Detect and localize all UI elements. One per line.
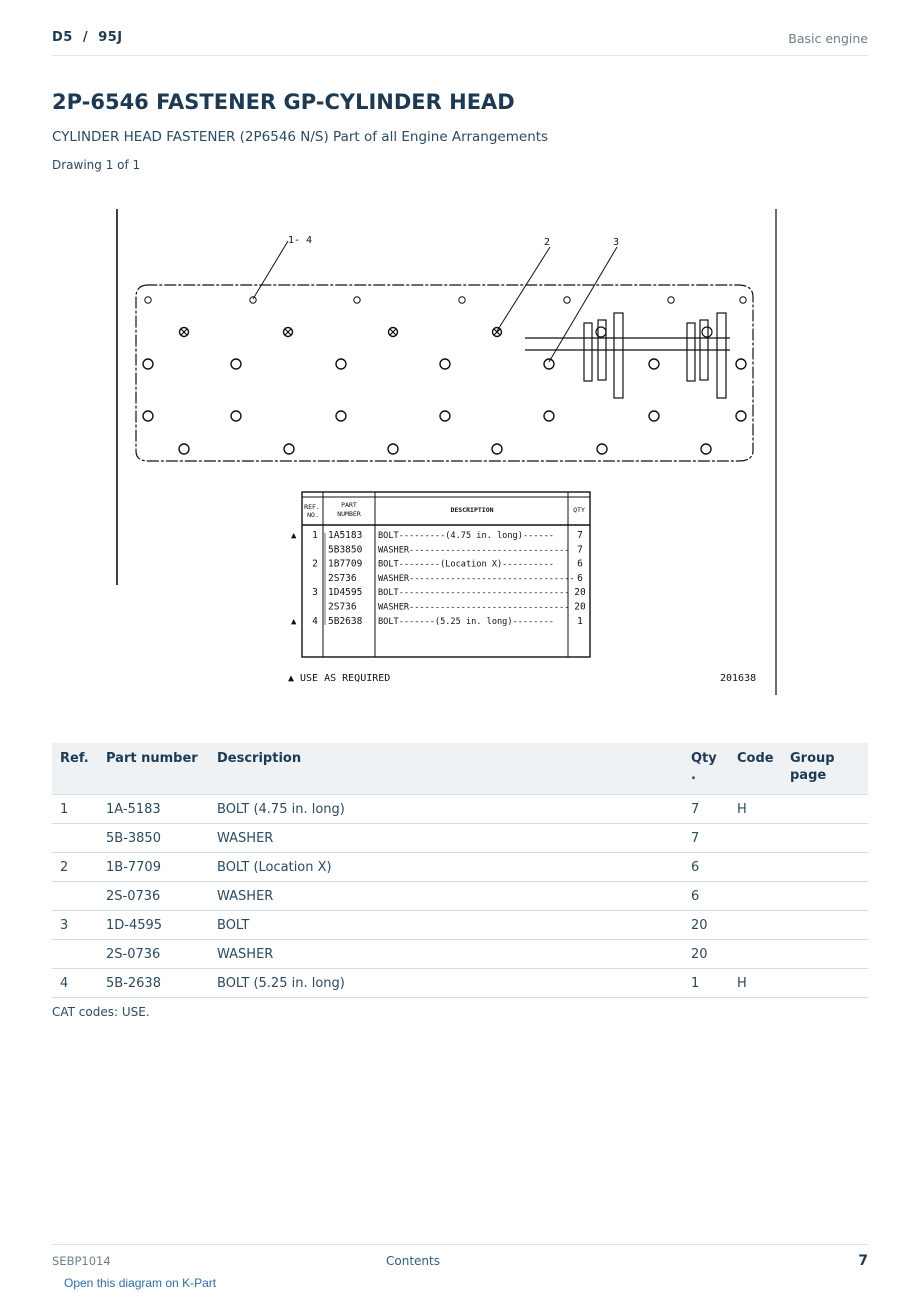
bolt-hole [668, 297, 674, 303]
header-group-page [782, 743, 868, 795]
table-row [52, 795, 868, 824]
description-cell: WASHER [209, 824, 683, 853]
legend-header-qty: QTY [573, 506, 585, 514]
bolt-hole [736, 411, 746, 421]
part-number-cell: 1A-5183 [98, 795, 209, 824]
contents-link[interactable]: Contents [386, 1254, 440, 1268]
ref-cell [52, 940, 98, 969]
group-page-cell [782, 911, 868, 940]
description-cell: BOLT (Location X) [209, 853, 683, 882]
group-page-cell [782, 824, 868, 853]
description-cell: WASHER [209, 882, 683, 911]
qty-cell: 1 [683, 969, 729, 998]
legend-row-part: 1A5183 [328, 530, 363, 541]
bolt-hole [284, 444, 294, 454]
bolt-hole [143, 359, 153, 369]
page-number: 7 [858, 1253, 868, 1269]
bolt-hole [388, 444, 398, 454]
table-row [52, 882, 868, 911]
callout-leaders [253, 241, 617, 362]
bolt-hole [740, 297, 746, 303]
model-label: D5 / 95J [52, 30, 123, 45]
header-qty [683, 743, 729, 795]
part-number-cell: 2S-0736 [98, 940, 209, 969]
use-as-required-marker: ▲ [291, 616, 297, 627]
legend-header-part: PART [341, 501, 357, 509]
header-description: Description [209, 743, 683, 795]
bolt-hole [597, 444, 607, 454]
leader-line-3 [549, 247, 617, 362]
callout-label-2: 2 [544, 237, 551, 248]
bolt-hole [544, 359, 554, 369]
legend-row-part: 1D4595 [328, 587, 363, 599]
bolt-hole [736, 359, 746, 369]
part-number-cell: 5B-3850 [98, 824, 209, 853]
header-ref: Ref. [52, 743, 98, 795]
bolt-hole [231, 359, 241, 369]
ref-cell [52, 882, 98, 911]
legend-row-description: WASHER------------------------------- [378, 602, 570, 613]
parts-table-header-row [52, 743, 868, 795]
bolt-hole [649, 359, 659, 369]
header-qty-dot: . [691, 768, 696, 783]
parts-diagram [110, 205, 785, 700]
table-row [52, 940, 868, 969]
legend-rows [291, 530, 586, 627]
bolt-hole [354, 297, 360, 303]
ref-cell: 4 [52, 969, 98, 998]
bolt-hole [649, 411, 659, 421]
ref-cell: 2 [52, 853, 98, 882]
bolt-hole [701, 444, 711, 454]
use-as-required-marker: ▲ [291, 531, 297, 541]
bolt-hole [336, 359, 346, 369]
leader-line-1-4 [253, 241, 288, 299]
bolt-hole [564, 297, 570, 303]
legend-row-description: BOLT-------(5.25 in. long)-------- [378, 616, 554, 627]
rocker-arm-1 [584, 323, 592, 381]
callout-label-1-4: 1- 4 [288, 235, 313, 246]
table-row [52, 969, 868, 998]
bolt-hole [544, 411, 554, 421]
legend-row-part: 5B3850 [328, 544, 363, 556]
group-page-cell [782, 853, 868, 882]
page-header [52, 28, 868, 56]
section-label: Basic engine [788, 31, 868, 46]
legend-row-part: 1B7709 [328, 558, 363, 570]
description-cell: BOLT [209, 911, 683, 940]
legend-header-ref-2: NO. [307, 511, 319, 519]
parts-table-body [52, 795, 868, 998]
rocker-arm-3 [614, 313, 623, 398]
table-row [52, 911, 868, 940]
open-kpart-link[interactable]: Open this diagram on K-Part [64, 1276, 217, 1290]
code-cell: H [729, 969, 782, 998]
legend-row-part: 2S736 [328, 601, 357, 613]
legend-row-qty: 7 [577, 530, 583, 541]
group-page-cell [782, 795, 868, 824]
rocker-arm-6 [717, 313, 726, 398]
qty-cell: 7 [683, 824, 729, 853]
qty-cell: 6 [683, 853, 729, 882]
qty-cell: 20 [683, 911, 729, 940]
legend-row-description: WASHER-------------------------------- [378, 573, 575, 584]
parts-diagram-svg [110, 205, 785, 700]
rocker-bolt-2 [702, 327, 712, 337]
legend-row-qty: 20 [574, 601, 586, 613]
legend-row-part: 5B2638 [328, 615, 363, 627]
header-group-text: Group [790, 751, 835, 766]
table-row [52, 853, 868, 882]
document-id: SEBP1014 [52, 1254, 111, 1268]
legend-row-ref: 2 [312, 558, 318, 570]
rocker-shaft-assembly [525, 313, 730, 398]
header-qty-text: Qty [691, 751, 717, 766]
legend-header-ref: REF. [304, 503, 320, 511]
code-cell: H [729, 795, 782, 824]
parts-table [52, 743, 868, 998]
bolt-hole [440, 411, 450, 421]
bolt-hole [459, 297, 465, 303]
legend-row-part: 2S736 [328, 572, 357, 584]
description-cell: WASHER [209, 940, 683, 969]
page-subtitle: CYLINDER HEAD FASTENER (2P6546 N/S) Part of all Engine Arrangements [52, 129, 549, 145]
qty-cell: 6 [683, 882, 729, 911]
bolt-hole [145, 297, 151, 303]
page-title: 2P-6546 FASTENER GP-CYLINDER HEAD [52, 90, 515, 114]
drawing-label: Drawing 1 of 1 [52, 158, 141, 172]
bolt-hole [143, 411, 153, 421]
group-page-cell [782, 940, 868, 969]
leader-line-2 [497, 247, 550, 331]
qty-cell: 20 [683, 940, 729, 969]
legend-row-ref: 3 [312, 587, 318, 599]
code-cell [729, 940, 782, 969]
page-footer [52, 1244, 868, 1274]
note-marker: ▲ [288, 673, 295, 684]
cat-codes-note: CAT codes: USE. [52, 1005, 150, 1019]
bolt-hole-group [143, 297, 746, 454]
ref-cell [52, 824, 98, 853]
bolt-hole [231, 411, 241, 421]
bolt-hole [336, 411, 346, 421]
part-number-cell: 5B-2638 [98, 969, 209, 998]
legend-row-qty: 20 [574, 587, 586, 599]
header-part-number: Part number [98, 743, 209, 795]
code-cell [729, 824, 782, 853]
group-page-cell [782, 969, 868, 998]
header-page-text: page [790, 768, 827, 783]
use-as-required-note: USE AS REQUIRED [300, 673, 391, 684]
code-cell [729, 853, 782, 882]
ref-cell: 3 [52, 911, 98, 940]
bolt-hole [250, 297, 256, 303]
qty-cell: 7 [683, 795, 729, 824]
legend-row-description: BOLT--------(Location X)---------- [378, 559, 554, 570]
legend-row-ref: 1 [312, 530, 318, 541]
legend-row-qty: 6 [577, 572, 583, 584]
part-number-cell: 2S-0736 [98, 882, 209, 911]
legend-row-qty: 6 [577, 558, 583, 570]
header-code: Code [729, 743, 782, 795]
bolt-hole [492, 444, 502, 454]
description-cell: BOLT (4.75 in. long) [209, 795, 683, 824]
description-cell: BOLT (5.25 in. long) [209, 969, 683, 998]
callout-label-3: 3 [613, 237, 620, 248]
legend-row-description: WASHER------------------------------- [378, 545, 570, 556]
legend-header-description: DESCRIPTION [450, 506, 494, 514]
bolt-hole [440, 359, 450, 369]
part-number-cell: 1B-7709 [98, 853, 209, 882]
legend-row-description: BOLT---------(4.75 in. long)------ [378, 531, 554, 541]
bolt-hole [179, 444, 189, 454]
legend-row-description: BOLT--------------------------------- [378, 588, 570, 599]
legend-row-ref: 4 [312, 615, 318, 627]
legend-row-qty: 7 [577, 544, 583, 556]
diagram-legend-table [291, 492, 590, 657]
legend-header-part-2: NUMBER [337, 510, 361, 518]
code-cell [729, 882, 782, 911]
group-page-cell [782, 882, 868, 911]
code-cell [729, 911, 782, 940]
legend-row-qty: 1 [577, 615, 583, 627]
rocker-arm-4 [687, 323, 695, 381]
ref-cell: 1 [52, 795, 98, 824]
table-row [52, 824, 868, 853]
cylinder-head-outline [136, 285, 753, 461]
drawing-number: 201638 [720, 673, 757, 684]
part-number-cell: 1D-4595 [98, 911, 209, 940]
